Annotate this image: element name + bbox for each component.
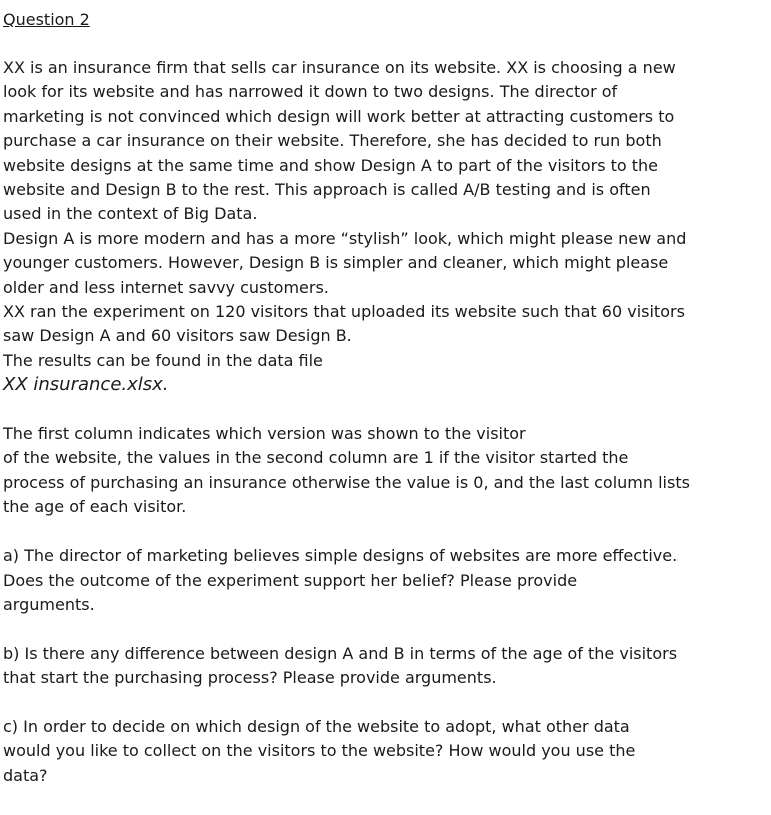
description-paragraph xyxy=(3,422,763,520)
text-line: Design A is more modern and has a more “stylish” look, which might please new and xyxy=(3,228,687,248)
text-line: would you like to collect on the visitors to the website? How would you use the xyxy=(3,741,636,761)
text-line: older and less internet savvy customers. xyxy=(3,277,329,297)
text-line: look for its website and has narrowed it down to two designs. The director of xyxy=(3,82,618,102)
text-line: marketing is not convinced which design will work better at attracting customers to xyxy=(3,106,675,126)
question-heading: Question 2 xyxy=(3,10,90,29)
text-line: purchase a car insurance on their website. Therefore, she has decided to run both xyxy=(3,131,662,151)
text-line: The first column indicates which version was shown to the visitor xyxy=(3,424,526,444)
paragraph-spacer xyxy=(3,691,763,715)
question-b xyxy=(3,642,763,691)
text-line: a) The director of marketing believes simple designs of websites are more effective. xyxy=(3,546,678,566)
text-line: b) Is there any difference between design A and B in terms of the age of the visitors xyxy=(3,643,678,663)
text-line: c) In order to decide on which design of the website to adopt, what other data xyxy=(3,716,630,736)
text-line: saw Design A and 60 visitors saw Design B. xyxy=(3,326,352,346)
data-file-name: XX insurance.xlsx. xyxy=(3,374,169,396)
document-page xyxy=(3,8,763,788)
paragraph-spacer xyxy=(3,617,763,641)
text-line: used in the context of Big Data. xyxy=(3,204,258,224)
text-line: website and Design B to the rest. This approach is called A/B testing and is often xyxy=(3,180,651,200)
paragraph-spacer xyxy=(3,398,763,422)
paragraph-spacer xyxy=(3,520,763,544)
text-line: of the website, the values in the second column are 1 if the visitor started the xyxy=(3,448,629,468)
text-line: The results can be found in the data file xyxy=(3,350,323,370)
text-line: younger customers. However, Design B is simpler and cleaner, which might please xyxy=(3,253,669,273)
text-line: website designs at the same time and show Design A to part of the visitors to the xyxy=(3,155,659,175)
text-line: Does the outcome of the experiment support her belief? Please provide xyxy=(3,570,578,590)
intro-paragraph xyxy=(3,56,763,398)
text-line: the age of each visitor. xyxy=(3,497,187,517)
question-c xyxy=(3,715,763,788)
text-line: process of purchasing an insurance otherwise the value is 0, and the last column lists xyxy=(3,472,690,492)
text-line: that start the purchasing process? Please provide arguments. xyxy=(3,668,497,688)
question-a xyxy=(3,544,763,617)
text-line: data? xyxy=(3,765,48,785)
text-line: XX is an insurance firm that sells car insurance on its website. XX is choosing a new xyxy=(3,58,676,77)
text-line: XX ran the experiment on 120 visitors that uploaded its website such that 60 visitors xyxy=(3,302,685,322)
text-line: arguments. xyxy=(3,594,95,614)
